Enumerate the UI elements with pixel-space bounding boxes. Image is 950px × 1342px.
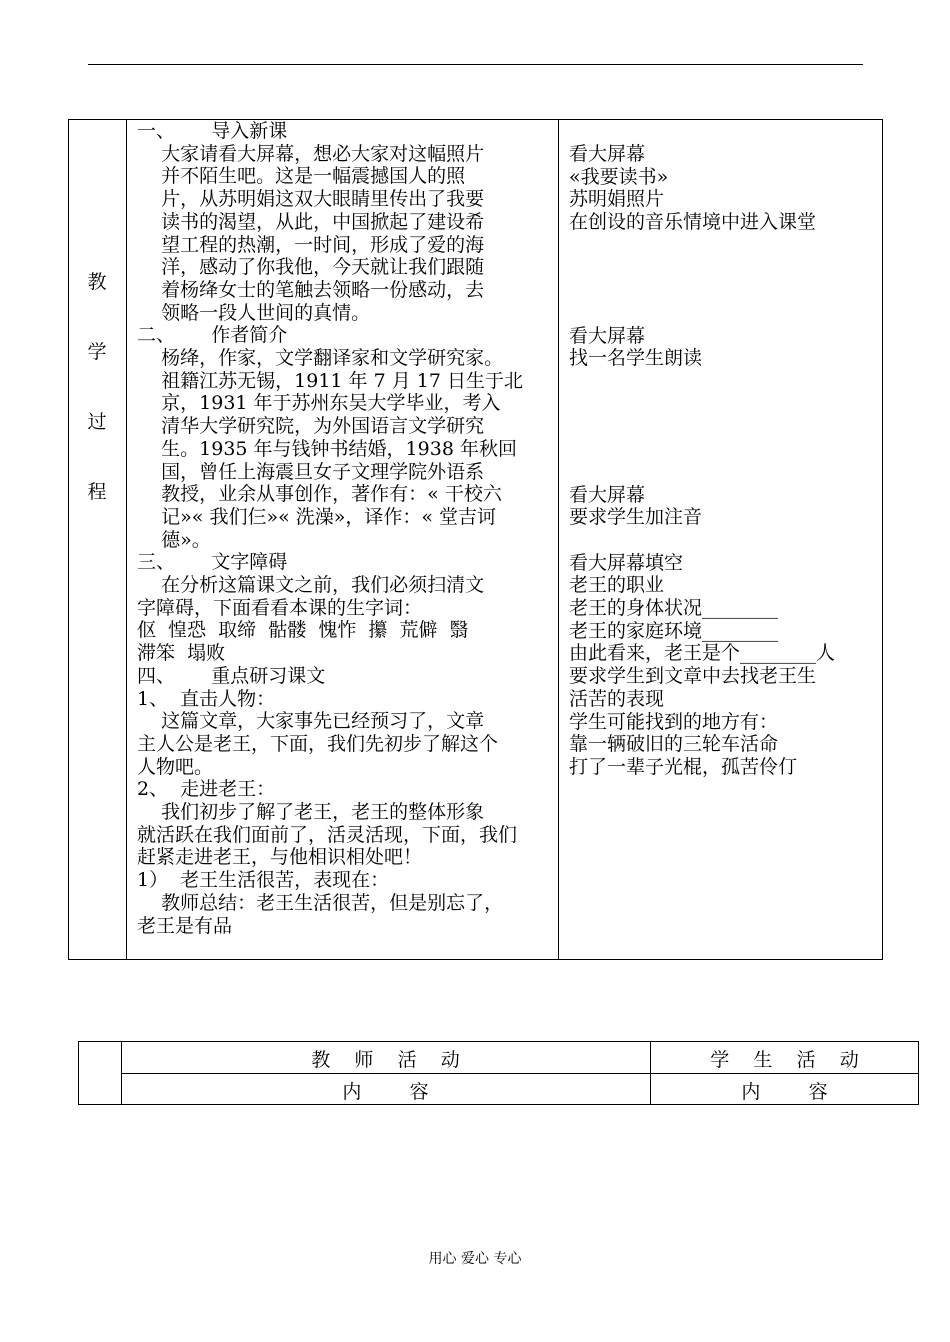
teacher-text-line: 就活跃在我们面前了，活灵活现，下面，我们 <box>137 823 518 846</box>
teacher-text-line: 并不陌生吧。这是一幅震撼国人的照 <box>137 165 466 188</box>
student-text-line: 苏明娟照片 <box>569 188 665 211</box>
teacher-text-line: 二、 作者简介 <box>137 324 288 347</box>
teacher-text-line: 杨绛，作家，文学翻译家和文学研究家。 <box>137 347 504 369</box>
student-text-line: 靠一辆破旧的三轮车活命 <box>569 733 779 756</box>
side-label-char: 程 <box>87 481 107 503</box>
student-text-line: 学生可能找到的地方有： <box>569 710 779 733</box>
student-text-line: 老王的职业 <box>569 574 665 597</box>
teacher-text-line: 片，从苏明娟这双大眼睛里传出了我要 <box>137 188 485 211</box>
student-text-line: 要求学生到文章中去找老王生 <box>569 665 817 688</box>
teacher-text-line: 领略一段人世间的真情。 <box>137 301 371 324</box>
side-label-char: 学 <box>87 341 107 363</box>
student-text-line: 老王的身体状况________ <box>569 597 779 619</box>
teacher-text-line: 我们初步了解了老王，老王的整体形象 <box>137 801 485 823</box>
student-text-line: 看大屏幕 <box>569 483 646 506</box>
header-row-divider <box>121 1073 919 1074</box>
student-text-line: 看大屏幕填空 <box>569 551 684 574</box>
teacher-text-line: 读书的渴望，从此，中国掀起了建设希 <box>137 210 485 233</box>
teacher-text-line: 老王是有品 <box>137 914 233 937</box>
teacher-text-line: 伛 惶恐 取缔 骷髅 愧怍 攥 荒僻 翳 <box>137 619 469 642</box>
student-text-line: 老王的家庭环境________ <box>569 619 779 642</box>
teacher-text-line: 滞笨 塌败 <box>137 642 226 665</box>
page-footer: 用心 爱心 专心 <box>428 1251 522 1267</box>
teacher-text-line: 赶紧走进老王，与他相识相处吧！ <box>137 846 423 869</box>
student-text-line: 活苦的表现 <box>569 687 665 710</box>
column-divider-2 <box>558 119 559 960</box>
teacher-text-line: 1、 直击人物： <box>137 687 276 710</box>
teacher-text-line: 国，曾任上海震旦女子文理学院外语系 <box>137 460 485 483</box>
teacher-text-line: 祖籍江苏无锡，1911 年 7 月 17 日生于北 <box>137 369 523 392</box>
student-text-line: 看大屏幕 <box>569 143 646 165</box>
teacher-activity-header: 教 师 活 动 <box>311 1049 460 1071</box>
teacher-text-line: 字障碍，下面看看本课的生字词： <box>137 596 423 619</box>
side-label <box>68 119 126 960</box>
student-text-line: 由此看来，老王是个________人 <box>569 642 836 665</box>
teacher-text-line: 大家请看大屏幕，想必大家对这幅照片 <box>137 142 485 165</box>
teacher-text-line: 洋，感动了你我他，今天就让我们跟随 <box>137 256 485 279</box>
student-text-line: 找一名学生朗读 <box>569 347 703 370</box>
teacher-text-line: 着杨绛女士的笔触去领略一份感动，去 <box>137 278 485 301</box>
teacher-text-line: 京，1931 年于苏州东吴大学毕业，考入 <box>137 392 501 415</box>
teacher-text-line: 人物吧。 <box>137 755 214 778</box>
teacher-text-line: 1） 老王生活很苦，表现在： <box>137 869 390 892</box>
teacher-text-line: 2、 走进老王： <box>137 778 276 801</box>
student-activity-header: 学 生 活 动 <box>710 1049 859 1071</box>
side-label-char: 过 <box>87 411 107 433</box>
teacher-text-line: 三、 文字障碍 <box>137 551 288 574</box>
student-text-line: 在创设的音乐情境中进入课堂 <box>569 211 817 234</box>
teacher-text-line: 生。1935 年与钱钟书结婚，1938 年秋回 <box>137 437 517 460</box>
teacher-text-line: 在分析这篇课文之前，我们必须扫清文 <box>137 574 485 596</box>
student-text-line: «我要读书» <box>569 165 669 188</box>
column-divider-1 <box>126 119 127 960</box>
teacher-text-line: 教师总结：老王生活很苦，但是别忘了， <box>137 891 504 914</box>
teacher-text-line: 这篇文章，大家事先已经预习了，文章 <box>137 710 485 733</box>
teacher-text-line: 主人公是老王，下面，我们先初步了解这个 <box>137 732 499 755</box>
student-text-line: 要求学生加注音 <box>569 506 703 529</box>
student-content-header: 内 容 <box>741 1081 828 1103</box>
teacher-text-line: 记»« 我们仨»« 洗澡»，译作：« 堂吉诃 <box>137 505 497 528</box>
student-text-line: 打了一辈子光棍，孤苦伶仃 <box>569 755 798 778</box>
teacher-text-line: 清华大学研究院，为外国语言文学研究 <box>137 415 485 438</box>
teacher-text-line: 一、 导入新课 <box>137 120 288 142</box>
teacher-content-header: 内 容 <box>342 1081 429 1103</box>
teacher-text-line: 教授，业余从事创作，著作有：« 干校六 <box>137 483 502 506</box>
student-text-line: 看大屏幕 <box>569 324 646 347</box>
side-label-char: 教 <box>87 271 107 293</box>
top-rule <box>88 64 863 65</box>
teacher-text-line: 四、 重点研习课文 <box>137 664 326 687</box>
teacher-text-line: 望工程的热潮，一时间，形成了爱的海 <box>137 233 485 256</box>
teacher-text-line: 德»。 <box>137 528 211 551</box>
